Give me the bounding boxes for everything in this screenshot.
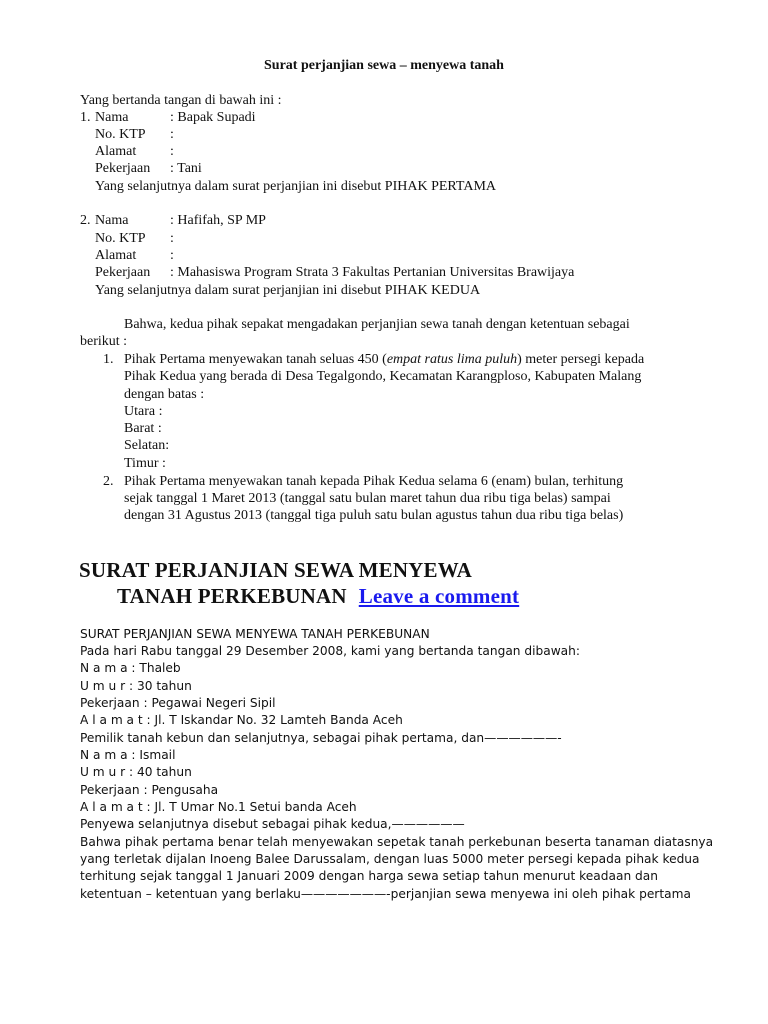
item1-line-3: dengan batas : — [124, 387, 205, 402]
party1-nama-label: Nama — [95, 110, 129, 125]
article-line: N a m a : Ismail — [80, 748, 176, 762]
item2-line-3: dengan 31 Agustus 2013 (tanggal tiga puluh satu bulan agustus tahun dua ribu tiga belas) — [124, 508, 624, 523]
party1-nama-value: : Bapak Supadi — [170, 110, 256, 125]
agreement-line-2: berikut : — [80, 334, 128, 349]
party1-alamat-value: : — [170, 144, 174, 159]
article-line: Bahwa pihak pertama benar telah menyewakan sepetak tanah perkebunan beserta tanaman diatasnya — [80, 835, 714, 849]
party2-number: 2. — [80, 213, 91, 228]
item2-line-2: sejak tanggal 1 Maret 2013 (tanggal satu bulan maret tahun dua ribu tiga belas) sampai — [124, 491, 611, 506]
article-heading-text: TANAH PERKEBUNAN — [117, 584, 347, 608]
agreement-line-1: Bahwa, kedua pihak sepakat mengadakan perjanjian sewa tanah dengan ketentuan sebagai — [124, 317, 630, 332]
article-line: A l a m a t : Jl. T Iskandar No. 32 Lamteh Banda Aceh — [80, 713, 403, 727]
party2-note: Yang selanjutnya dalam surat perjanjian ini disebut PIHAK KEDUA — [95, 283, 481, 298]
intro-line: Yang bertanda tangan di bawah ini : — [80, 93, 282, 108]
article-line: SURAT PERJANJIAN SEWA MENYEWA TANAH PERKEBUNAN — [80, 627, 430, 641]
item1-area-words: empat ratus lima puluh — [386, 352, 518, 367]
item1-line-1a: Pihak Pertama menyewakan tanah seluas 450 ( — [124, 352, 387, 367]
party2-ktp-value: : — [170, 231, 174, 246]
article-heading-line-2 — [117, 583, 519, 609]
item1-line-2: Pihak Kedua yang berada di Desa Tegalgondo, Kecamatan Karangploso, Kabupaten Malang — [124, 369, 642, 384]
party1-alamat-label: Alamat — [95, 144, 137, 159]
article-line: terhitung sejak tanggal 1 Januari 2009 dengan harga sewa setiap tahun menurut keadaan dan — [80, 869, 658, 883]
item1-number: 1. — [103, 352, 114, 367]
border-selatan: Selatan: — [124, 438, 170, 453]
party2-nama-value: : Hafifah, SP MP — [170, 213, 266, 228]
article-line: yang terletak dijalan Inoeng Balee Darussalam, dengan luas 5000 meter persegi kepada pihak kedua — [80, 852, 700, 866]
item2-number: 2. — [103, 474, 114, 489]
item2-line-1: Pihak Pertama menyewakan tanah kepada Pihak Kedua selama 6 (enam) bulan, terhitung — [124, 474, 624, 489]
article-line: Pekerjaan : Pegawai Negeri Sipil — [80, 696, 276, 710]
border-timur: Timur : — [124, 456, 166, 471]
article-heading-line-1: SURAT PERJANJIAN SEWA MENYEWA — [79, 558, 472, 582]
party2-pekerjaan-value: : Mahasiswa Program Strata 3 Fakultas Pertanian Universitas Brawijaya — [170, 265, 575, 280]
party1-ktp-value: : — [170, 127, 174, 142]
article-line: Penyewa selanjutnya disebut sebagai pihak kedua,—————— — [80, 817, 465, 831]
item1-line-1 — [124, 351, 644, 368]
border-utara: Utara : — [124, 404, 163, 419]
party2-alamat-label: Alamat — [95, 248, 137, 263]
party1-note: Yang selanjutnya dalam surat perjanjian ini disebut PIHAK PERTAMA — [95, 179, 497, 194]
party1-pekerjaan-label: Pekerjaan — [95, 161, 151, 176]
party1-pekerjaan-value: : Tani — [170, 161, 202, 176]
article-line: N a m a : Thaleb — [80, 661, 181, 675]
article-line: U m u r : 40 tahun — [80, 765, 192, 779]
party2-alamat-value: : — [170, 248, 174, 263]
party2-ktp-label: No. KTP — [95, 231, 146, 246]
article-line: Pemilik tanah kebun dan selanjutnya, sebagai pihak pertama, dan——————- — [80, 731, 562, 745]
party2-nama-label: Nama — [95, 213, 129, 228]
article-line: ketentuan – ketentuan yang berlaku———————-perjanjian sewa menyewa ini oleh pihak pertama — [80, 887, 691, 901]
document-title: Surat perjanjian sewa – menyewa tanah — [264, 58, 504, 73]
party1-ktp-label: No. KTP — [95, 127, 146, 142]
item1-line-1b: ) meter persegi kepada — [517, 352, 645, 367]
article-line: A l a m a t : Jl. T Umar No.1 Setui banda Aceh — [80, 800, 357, 814]
article-line: U m u r : 30 tahun — [80, 679, 192, 693]
article-line: Pekerjaan : Pengusaha — [80, 783, 219, 797]
party1-number: 1. — [80, 110, 91, 125]
leave-a-comment-link[interactable]: Leave a comment — [358, 584, 520, 608]
border-barat: Barat : — [124, 421, 162, 436]
party2-pekerjaan-label: Pekerjaan — [95, 265, 151, 280]
article-line: Pada hari Rabu tanggal 29 Desember 2008, kami yang bertanda tangan dibawah: — [80, 644, 580, 658]
